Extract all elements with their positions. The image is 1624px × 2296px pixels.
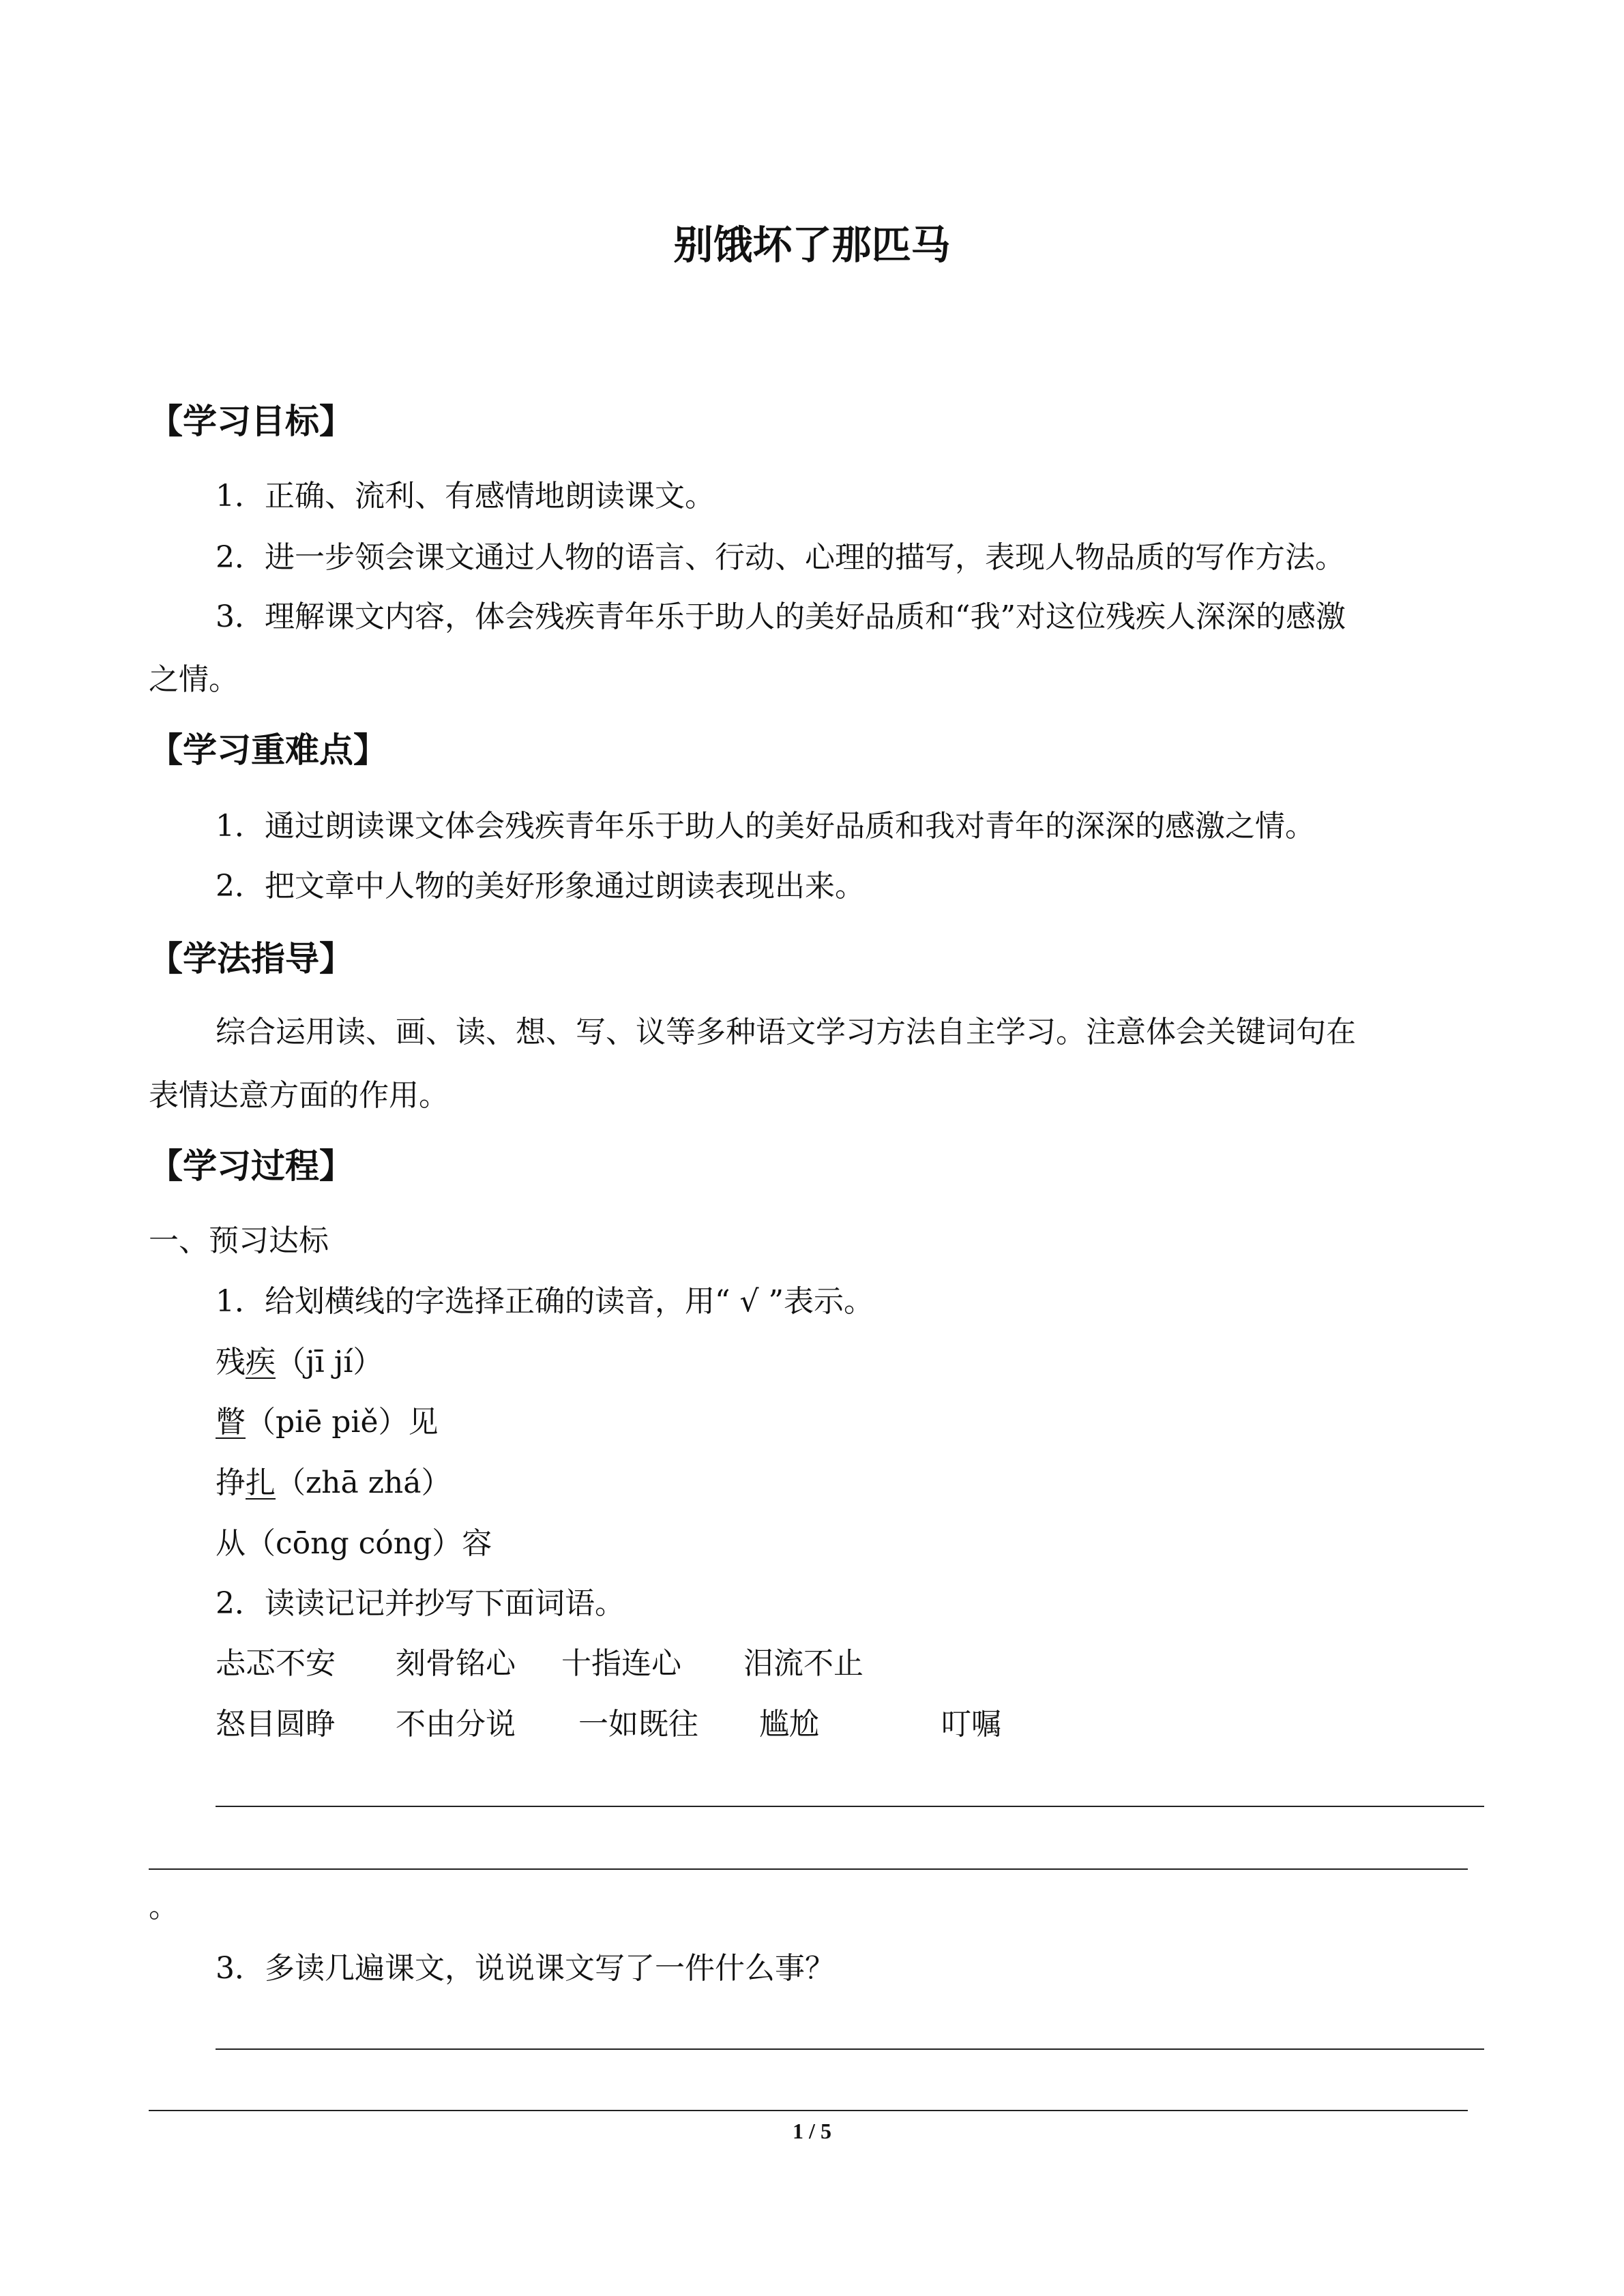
- word-5: 怒目圆睁: [216, 1707, 336, 1742]
- goal-item-2: 2．进一步领会课文通过人物的语言、行动、心理的描写，表现人物品质的写作方法。: [216, 540, 1345, 575]
- key-point-item-2: 2．把文章中人物的美好形象通过朗读表现出来。: [216, 869, 865, 904]
- section-heading-method: 【学法指导】: [149, 939, 353, 979]
- answer-line: [216, 2048, 1484, 2050]
- pinyin-item-prefix: 残: [216, 1345, 246, 1380]
- period-mark: 。: [149, 1890, 179, 1924]
- key-point-item-1: 1．通过朗读课文体会残疾青年乐于助人的美好品质和我对青年的深深的感激之情。: [216, 809, 1315, 844]
- answer-line: [149, 1868, 1468, 1870]
- method-line-2: 表情达意方面的作用。: [149, 1078, 449, 1113]
- word-2: 刻骨铭心: [396, 1646, 516, 1681]
- word-1: 忐忑不安: [216, 1646, 336, 1681]
- page-title: 别饿坏了那匹马: [673, 222, 951, 268]
- underlined-character: 疾: [246, 1345, 276, 1380]
- part-one-heading: 一、预习达标: [149, 1223, 329, 1258]
- question-1: 1．给划横线的字选择正确的读音，用“ √ ”表示。: [216, 1284, 874, 1319]
- pinyin-options: （zhā zhá）: [276, 1465, 452, 1500]
- word-8: 尴尬: [759, 1707, 819, 1742]
- underlined-character: 瞥: [216, 1405, 246, 1440]
- word-7: 一如既往: [578, 1707, 698, 1742]
- pinyin-item-1: [216, 1345, 383, 1380]
- page-number: 1 / 5: [793, 2119, 831, 2143]
- word-6: 不由分说: [396, 1707, 516, 1742]
- section-heading-process: 【学习过程】: [149, 1146, 353, 1186]
- goal-item-3-line-2: 之情。: [149, 662, 239, 697]
- word-9: 叮嘱: [941, 1707, 1001, 1742]
- word-4: 泪流不止: [743, 1646, 863, 1681]
- pinyin-item-4: 从（cōng cóng）容: [216, 1526, 492, 1561]
- pinyin-item-3: [216, 1465, 452, 1500]
- section-heading-goals: 【学习目标】: [149, 402, 353, 441]
- answer-line: [216, 1806, 1484, 1807]
- section-heading-key-points: 【学习重难点】: [149, 730, 387, 770]
- question-3: 3．多读几遍课文，说说课文写了一件什么事？: [216, 1951, 835, 1986]
- answer-line: [149, 2110, 1468, 2111]
- question-2: 2．读读记记并抄写下面词语。: [216, 1586, 625, 1621]
- underlined-character: 扎: [246, 1465, 276, 1500]
- pinyin-options: （jī jí）: [276, 1345, 383, 1380]
- method-line-1: 综合运用读、画、读、想、写、议等多种语文学习方法自主学习。注意体会关键词句在: [216, 1015, 1356, 1049]
- pinyin-item-prefix: 挣: [216, 1465, 246, 1500]
- word-3: 十指连心: [561, 1646, 681, 1681]
- goal-item-3-line-1: 3．理解课文内容，体会残疾青年乐于助人的美好品质和“我”对这位残疾人深深的感激: [216, 599, 1346, 634]
- pinyin-options: （piē piě）见: [246, 1405, 439, 1440]
- pinyin-item-2: [216, 1405, 439, 1440]
- goal-item-1: 1．正确、流利、有感情地朗读课文。: [216, 479, 715, 513]
